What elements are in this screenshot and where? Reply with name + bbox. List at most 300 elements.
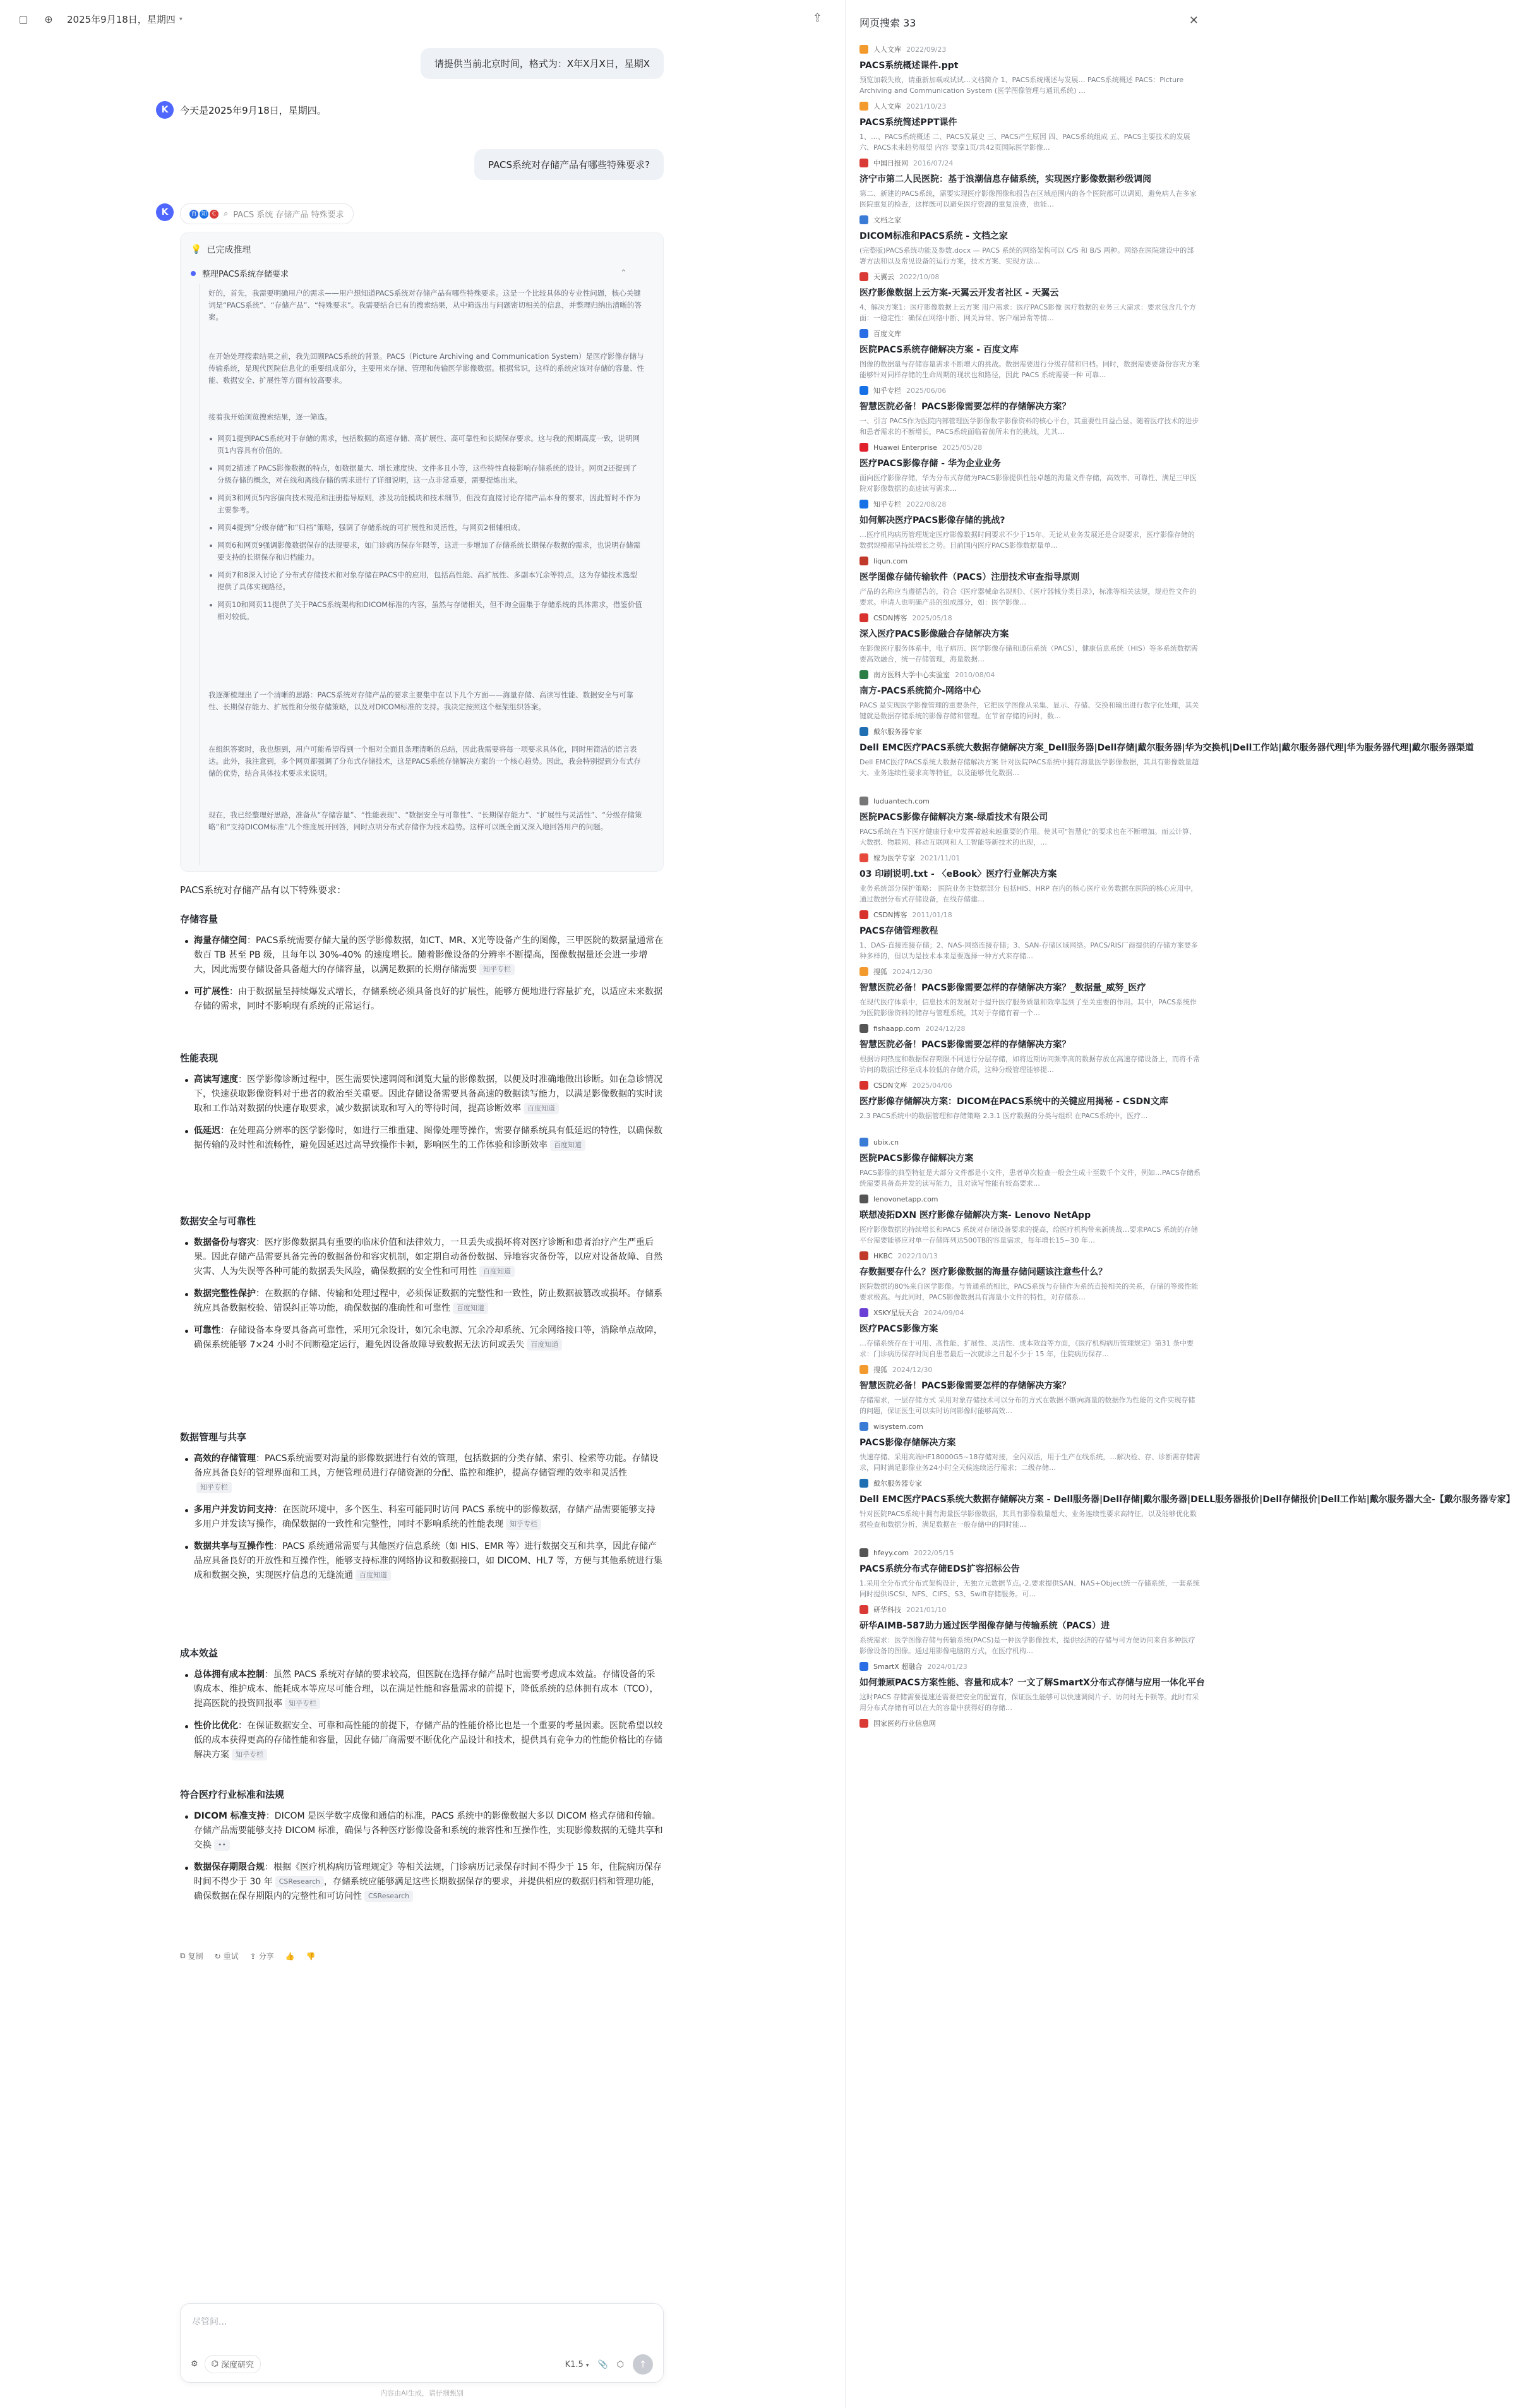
favicon-icon: [859, 853, 868, 862]
search-result[interactable]: [859, 328, 1201, 380]
favicon-icon: [859, 215, 868, 224]
citation-chip[interactable]: 百度知道: [550, 1140, 585, 1151]
result-source-name: XSKY星辰天合: [873, 1309, 919, 1317]
answer-item-key: 数据保存期限合规: [194, 1862, 265, 1872]
result-source-name: 戴尔服务器专家: [873, 728, 922, 736]
answer-item-key: 可靠性: [194, 1325, 220, 1335]
result-snippet: 医疗影像数据的持续增长和PACS 系统对存储设备要求的提高，给医疗机构带来新挑战…要求PACS 系统的存储平台需要能够应对单一存储阵列达500TB的容量需求，每年增长15~30 年…: [859, 1225, 1198, 1244]
share-icon: ⇪: [249, 1951, 256, 1961]
thumbs-down-icon[interactable]: 👎: [306, 1951, 316, 1961]
search-result[interactable]: [859, 853, 1201, 905]
favicon-icon: [859, 797, 868, 805]
panel-title: 网页搜索 33: [859, 17, 916, 29]
answer-item: [180, 1124, 664, 1153]
conversation-title[interactable]: [67, 13, 183, 26]
result-source-name: wisystem.com: [873, 1422, 923, 1431]
result-source-name: 人人文库: [873, 45, 901, 54]
result-source: [859, 1308, 1201, 1318]
result-source-name: 搜狐: [873, 1366, 887, 1374]
result-source: [859, 272, 1201, 282]
result-snippet: 1、…、PACS系统概述 二、PACS发展史 三、PACS产生原因 四、PACS系统组成 五、PACS主要技术的发展 六、PACS未来趋势展望 内容 要掌1页/共42页国际医学影像…: [859, 133, 1190, 152]
answer-item-key: 高效的存储管理: [194, 1454, 256, 1464]
reasoning-step[interactable]: [191, 267, 627, 279]
result-source: [859, 1137, 1201, 1147]
section-title: 成本效益: [180, 1647, 219, 1659]
reasoning-list-item: 网页10和网页11提供了关于PACS系统架构和DICOM标准的内容，虽然与存储相关，但不询全面集于存储系统的具体需求，借鉴价值相对较低。: [208, 599, 644, 623]
chevron-up-icon[interactable]: ⌃: [620, 268, 627, 278]
result-snippet: 业务系统部分保护策略： 医院业务主数据部分 包括HIS、HRP 在内的核心医疗业务数据在医院的核心应用中，通过数据分布式存储设备，在线存储建…: [859, 884, 1198, 903]
composer-placeholder[interactable]: 尽管问...: [192, 2317, 227, 2327]
answer-item-text: ：PACS系统需要对海量的影像数据进行有效的管理，包括数据的分类存储、索引、检索等功能。存储设备应具备良好的管理界面和工具，方便管理员进行存储资源的分配、监控和维护，提高存储管理的效率和灵活性: [194, 1454, 659, 1478]
search-result[interactable]: [859, 1194, 1201, 1246]
search-result[interactable]: [859, 158, 1201, 210]
reasoning-step-label: 整理PACS系统存储要求: [202, 270, 289, 279]
search-result[interactable]: [859, 1137, 1201, 1189]
result-source: [859, 556, 1201, 566]
assistant-avatar: K: [156, 101, 174, 119]
search-query: PACS 系统 存储产品 特殊要求: [233, 210, 344, 220]
result-source-name: 文档之家: [873, 216, 901, 224]
assistant-message-1: [161, 101, 664, 120]
result-source: [859, 1364, 1201, 1375]
result-source: [859, 1718, 1201, 1728]
new-chat-icon[interactable]: ⊕: [44, 13, 53, 25]
result-date: 2025/06/06: [906, 386, 947, 395]
result-date: 2024/12/30: [892, 967, 933, 976]
source-favicons: [189, 210, 219, 219]
close-icon[interactable]: ✕: [1189, 14, 1199, 27]
section-list: [180, 1236, 664, 1360]
result-title[interactable]: 如何兼顾PACS方案性能、容量和成本？一文了解SmartX分布式存储与应用一体化平台: [859, 1678, 1205, 1688]
answer-item-key: DICOM 标准支持: [194, 1811, 266, 1821]
settings-icon[interactable]: ⚙: [191, 2359, 198, 2369]
result-source-name: ubix.cn: [873, 1138, 899, 1147]
result-date: 2024/09/04: [924, 1308, 964, 1317]
reasoning-paragraph: 在开始处理搜索结果之前，我先回顾PACS系统的背景。PACS（Picture Archiving and Communication System）是医疗影像存储与传输系统，是现代医院信息化的重要组成部分，主要用来存储、管理和传输医学影像数据。根据常识，这样的系统应该对存储的容量、性能、数据安全、扩展性等方面有较高要求。: [208, 352, 644, 385]
model-label: K1.5: [565, 2359, 584, 2369]
result-date: 2022/08/28: [906, 500, 947, 509]
result-source: [859, 101, 1201, 111]
favicon-icon: [859, 1081, 868, 1090]
result-snippet: …存储系统存在于可用、高性能、扩展性、灵活性、成本效益等方面，《医疗机构病历管理规定》第31 条中要求：门诊病历保存时间自患者最后一次就诊之日起不少于 15 年，住院病历保存…: [859, 1339, 1194, 1358]
result-snippet: 预览加载失败，请重新加载或试试…文档简介 1、PACS系统概述与发展… PACS系统概述 PACS：Picture Archiving and Communication System (医学图像管理与通讯系统) …: [859, 76, 1184, 95]
search-result[interactable]: [859, 1661, 1205, 1713]
result-title[interactable]: 医院PACS影像存储解决方案: [859, 1153, 974, 1164]
search-result[interactable]: [859, 1604, 1201, 1656]
favicon-icon: [859, 1024, 868, 1033]
answer-item-key: 总体拥有成本控制: [194, 1670, 265, 1680]
reasoning-list-item: 网页1提到PACS系统对于存储的需求，包括数据的高速存储、高扩展性、高可靠性和长期保存要求。这与我的预期高度一致，说明网页1内容具有价值的。: [208, 433, 644, 457]
answer-item-text: ：虽然 PACS 系统对存储的要求较高，但医院在选择存储产品时也需要考虑成本效益。存储设备的采购成本、维护成本、能耗成本等应尽可能合理，以在满足性能和容量需求的前提下，降低系统的总体拥有成本（TCO），提高医院的投资回报率: [194, 1670, 659, 1709]
result-title[interactable]: 医疗影像存储解决方案：DICOM在PACS系统中的关键应用揭秘 - CSDN文库: [859, 1097, 1168, 1107]
result-snippet: [859, 1736, 1201, 1757]
share-label: 分享: [258, 1952, 274, 1961]
result-date: 2024/12/28: [925, 1024, 966, 1033]
user-bubble: 请提供当前北京时间，格式为：X年X月X日，星期X: [421, 48, 664, 79]
answer-item-key: 可扩展性: [194, 987, 229, 997]
citation-chip[interactable]: CSResearch: [275, 1876, 324, 1887]
result-snippet: (完整版)PACS系统功能及参数.docx — PACS 系统的网络架构可以 C/S 和 B/S 两种。网络在医院建设中的部署方法和以及常见设备的运行方案，技术方案、实现方法…: [859, 246, 1194, 265]
result-snippet: 产品的名称应当遵循告的，符合《医疗器械命名规则》、《医疗器械分类目录》，标准等相关法规，规范性文件的要求。申请人也明确产品的组成部分，如：医学影像…: [859, 587, 1197, 606]
answer-item-key: 低延迟: [194, 1126, 220, 1136]
result-date: 2022/10/08: [899, 272, 940, 281]
result-title[interactable]: Dell EMC医疗PACS系统大数据存储解决方案_Dell服务器|Dell存储|戴尔服务器|华为交换机|Dell工作站|戴尔服务器代理|华为服务器代理|戴尔服务器渠道: [859, 743, 1474, 753]
search-sources-chip[interactable]: [180, 203, 354, 224]
result-source-name: fishaapp.com: [873, 1024, 921, 1033]
favicon-icon: [859, 272, 868, 281]
attach-icon[interactable]: 📎: [597, 2359, 608, 2369]
result-title[interactable]: 如何解决医疗PACS影像存储的挑战?: [859, 515, 1005, 526]
search-result[interactable]: [859, 1421, 1201, 1473]
result-snippet: 1、DAS-直接连接存储；2、NAS-网络连接存储；3、SAN-存储区域网络。PACS/RIS厂商提供的存储方案要多种多样的，但以为是技术本来是要选择一种方式来存储…: [859, 941, 1198, 960]
share-icon[interactable]: ⇪: [812, 11, 822, 25]
result-date: 2024/01/23: [927, 1662, 967, 1671]
result-title[interactable]: 医院PACS系统存储解决方案 - 百度文库: [859, 345, 1019, 355]
assistant-text: 今天是2025年9月18日，星期四。: [180, 105, 326, 116]
thumbs-up-icon[interactable]: 👍: [285, 1951, 295, 1961]
search-result[interactable]: [859, 1478, 1515, 1530]
retry-label: 重试: [223, 1952, 239, 1961]
result-date: 2022/09/23: [906, 45, 947, 54]
chevron-down-icon: ▾: [179, 15, 183, 23]
citation-chip[interactable]: 知乎专栏: [285, 1698, 320, 1709]
result-title[interactable]: Dell EMC医疗PACS系统大数据存储解决方案 - Dell服务器|Dell存储|戴尔服务器|DELL服务器报价|Dell存储报价|Dell工作站|戴尔服务器大全-【戴尔服务器专家】: [859, 1495, 1515, 1505]
favicon-icon: 知: [200, 210, 208, 219]
reasoning-status: 已完成推理: [207, 245, 251, 255]
user-message-2: [180, 149, 664, 174]
reasoning-paragraph: 接着我开始浏览搜索结果，逐一筛选。: [208, 412, 332, 421]
result-source: [859, 796, 1201, 806]
search-result[interactable]: [859, 101, 1201, 153]
answer-item: [180, 1452, 664, 1495]
result-title[interactable]: 03 印刷说明.txt - 〈eBook〉医疗行业解决方案: [859, 869, 1057, 879]
answer-item: [180, 1323, 664, 1352]
reasoning-panel: [180, 232, 664, 872]
search-result[interactable]: [859, 796, 1201, 848]
result-source: [859, 1251, 1201, 1261]
answer-item: [180, 1668, 664, 1711]
result-title[interactable]: DICOM标准和PACS系统 - 文档之家: [859, 231, 1008, 241]
result-title[interactable]: 医疗影像数据上云方案-天翼云开发者社区 - 天翼云: [859, 288, 1059, 298]
result-source: [859, 1548, 1201, 1558]
result-title[interactable]: PACS存储管理教程: [859, 926, 938, 936]
result-title[interactable]: 医学图像存储传输软件（PACS）注册技术审查指导原则: [859, 572, 1080, 582]
result-snippet: 根据访问热度和数据保存期限不同进行分层存储，如将近期访问频率高的数据存放在高速存储设备上，而将不常访问的数据迁移至成本较低的存储介质，这种分级管理能够提…: [859, 1055, 1200, 1074]
favicon-icon: [859, 45, 868, 54]
answer-item-key: 数据完整性保护: [194, 1289, 256, 1299]
citation-chip[interactable]: 百度知道: [524, 1103, 559, 1114]
result-snippet: 面向医疗影像存储，华为分布式存储为PACS影像提供性能卓越的海量文件存储，高效率、可靠性、满足三甲医院对影像数据的高速读写需求…: [859, 474, 1197, 493]
research-icon: ⌬: [211, 2359, 219, 2369]
search-result[interactable]: [859, 910, 1201, 961]
citation-chip[interactable]: 知乎专栏: [232, 1749, 267, 1761]
favicon-icon: [859, 613, 868, 622]
result-source: [859, 1661, 1201, 1671]
favicon-icon: [859, 557, 868, 565]
result-snippet: …医疗机构病历管理规定医疗影像数据时间要求不少于15年。无论从业务发展还是合规要求，医疗影像存储的数据规模都呈持续增长之势。目前国内医疗PACS影像数据量单…: [859, 531, 1195, 550]
answer-item: [180, 1809, 664, 1853]
citation-chip[interactable]: 百度知道: [356, 1570, 391, 1581]
result-title[interactable]: 医疗PACS影像存储 - 华为企业业务: [859, 459, 1001, 469]
result-title[interactable]: 医疗PACS影像方案: [859, 1324, 938, 1334]
result-date: 2010/08/04: [955, 670, 995, 679]
answer-item: [180, 1236, 664, 1279]
result-source: [859, 1023, 1201, 1033]
result-snippet: 在影像医疗服务体系中，电子病历、医学影像存储和通信系统（PACS），健康信息系统（HIS）等多系统数据需要高效融合，统一存储管理，海量数据…: [859, 644, 1198, 663]
result-title[interactable]: PACS系统概述课件.ppt: [859, 61, 959, 71]
section-title: 数据管理与共享: [180, 1431, 247, 1443]
result-title[interactable]: 联想凌拓DXN 医疗影像存储解决方案- Lenovo NetApp: [859, 1210, 1091, 1220]
result-snippet: 1.采用全分布式分布式架构设计，无独立元数据节点。·2.要求提供SAN、NAS+Object统一存储系统，一套系统同时提供iSCSI、NFS、CIFS、S3、Swift存储服务。可…: [859, 1579, 1200, 1598]
copy-label: 复制: [188, 1952, 203, 1961]
search-result[interactable]: [859, 1080, 1201, 1132]
section-title: 数据安全与可靠性: [180, 1215, 256, 1227]
result-title[interactable]: 存数据要存什么？医疗影像数据的海量存储问题该注意些什么？: [859, 1267, 1107, 1277]
search-result[interactable]: [859, 1251, 1201, 1303]
result-snippet: PACS系统在当下医疗健康行业中发挥着越来越重要的作用。使其可"智慧化"的要求也在不断增加。而云计算、大数据、物联网、移动互联网和人工智能等新技术的出现，…: [859, 828, 1197, 846]
answer-item: [180, 1719, 664, 1762]
chat-header: [0, 0, 845, 38]
search-result[interactable]: [859, 726, 1474, 778]
citation-chip[interactable]: 知乎专栏: [479, 964, 515, 975]
sidebar-toggle-icon[interactable]: ▢: [18, 13, 28, 25]
section-title: 存储容量: [180, 913, 219, 925]
result-date: 2021/11/01: [920, 853, 961, 862]
reasoning-header[interactable]: [191, 243, 251, 256]
result-date: 2025/04/06: [912, 1081, 952, 1090]
result-date: 2025/05/18: [912, 613, 952, 622]
send-button[interactable]: [633, 2354, 653, 2375]
reasoning-paragraph: 我逐渐梳理出了一个清晰的思路：PACS系统对存储产品的要求主要集中在以下几个方面——海量存储、高读写性能、数据安全与可靠性、长期保存能力、扩展性和分级存储策略，以及对DICOM标准的支持。我决定按照这个框架组织答案。: [208, 690, 634, 711]
result-snippet: 快速存储、采用高端HF18000G5~18存储对接，全闪双活，用于生产在线系统，…解决检、存、诊断需存储需求，同时满足影像业务24小时全天候连续运行需求；二级存储…: [859, 1453, 1201, 1472]
reasoning-list-item: 网页3和网页5内容偏向技术规范和注册指导原则，涉及功能模块和技术细节，但没有直接讨论存储产品本身的要求，因此暂时不作为主要参考。: [208, 492, 644, 516]
result-snippet: 第二、新建的PACS系统，需要实现医疗影像图像和报告在区域范围内的各个医院都可以调阅，避免病人在多家医院重复的检查，这样既可以避免医疗资源的重复浪费，也能…: [859, 190, 1197, 208]
result-snippet: 一、引言 PACS作为医院内部管理医学影像数字影像资料的核心平台，其重要性日益凸显。随着医疗技术的进步和患者需求的不断增长，PACS系统面临着前所未有的挑战，尤其…: [859, 417, 1199, 436]
tools-icon[interactable]: ⬡: [616, 2359, 624, 2369]
result-source: [859, 966, 1201, 977]
result-date: 2024/12/30: [892, 1365, 933, 1374]
search-result[interactable]: [859, 1548, 1201, 1599]
result-source-name: 戴尔服务器专家: [873, 1479, 922, 1488]
result-source-name: 知乎专栏: [873, 387, 901, 395]
search-result[interactable]: [859, 1718, 1201, 1757]
search-result[interactable]: [859, 272, 1201, 323]
favicon-icon: [859, 1719, 868, 1728]
refresh-icon: ↻: [214, 1951, 221, 1961]
result-source-name: 国家医药行业信息网: [873, 1719, 936, 1728]
lightbulb-icon: 💡: [191, 244, 202, 255]
citation-chip[interactable]: 百度知道: [453, 1303, 488, 1314]
composer-toolbar-left: [191, 2355, 261, 2373]
citation-chip[interactable]: 知乎专栏: [196, 1482, 232, 1493]
arrow-up-icon: ↑: [638, 2359, 647, 2370]
result-snippet: 这时PACS 存储需要提速还需要把安全的配置有，保证医生能够可以快速调阅片子、访问时无卡顿等。此时有采用分布式存储有可以在大的容量中获得好的存储…: [859, 1693, 1199, 1712]
reasoning-list-item: 网页7和8深入讨论了分布式存储技术和对象存储在PACS中的应用，包括高性能、高扩展性、多副本冗余等特点，这为存储技术选型提供了具体实现路径。: [208, 569, 644, 593]
result-title[interactable]: 智慧医院必备！PACS影像需要怎样的存储解决方案？: [859, 1381, 1071, 1391]
result-date: 2011/01/18: [912, 910, 952, 919]
chevron-down-icon: ▾: [585, 2362, 589, 2369]
answer-item-text: ：在处理高分辨率的医学影像时，如进行三维重建、图像处理等操作，需要存储系统具有低延迟的特性，以确保数据传输的及时性和流畅性，避免因延迟过高导致操作卡顿，影响医生的工作体验和诊断效率: [194, 1126, 662, 1150]
result-source: [859, 1478, 1201, 1488]
chat-composer[interactable]: [180, 2303, 664, 2383]
result-snippet: 2.3 PACS系统中的数据管理和存储策略 2.3.1 医疗数据的分类与组织 在PACS系统中，医疗…: [859, 1112, 1148, 1120]
reasoning-list: [208, 433, 644, 629]
result-source: [859, 215, 1201, 225]
result-source: [859, 499, 1201, 509]
result-date: 2022/10/13: [897, 1251, 938, 1260]
section-list: [180, 1073, 664, 1160]
answer-item-text: ，存储系统应能够满足这些长期数据保存的要求，并提供相应的数据归档和管理功能，确保数据在保存期限内的完整性和可访问性: [194, 1877, 660, 1901]
result-snippet: Dell EMC医疗PACS系统大数据存储解决方案 针对医院PACS系统中拥有海量医学影像数据，其具有影像数量超大、业务连续性要求高等特征，以及能够优化数据…: [859, 758, 1199, 777]
search-result[interactable]: [859, 385, 1201, 437]
search-result[interactable]: [859, 1364, 1201, 1416]
result-source: [859, 853, 1201, 863]
favicon-icon: [859, 670, 868, 679]
search-result[interactable]: [859, 556, 1201, 608]
result-date: 2021/10/23: [906, 102, 947, 111]
answer-item-text: ：由于数据量呈持续爆发式增长，存储系统必须具备良好的扩展性，能够方便地进行容量扩充，以适应未来数据存储的需求，同时不影响现有系统的正常运行。: [194, 987, 662, 1011]
favicon-icon: [859, 1422, 868, 1431]
answer-item-key: 高读写速度: [194, 1075, 238, 1085]
section-list: [180, 1809, 664, 1911]
result-source: [859, 726, 1201, 737]
result-source: [859, 158, 1201, 168]
result-title[interactable]: PACS系统分布式存储EDS扩容招标公告: [859, 1564, 1020, 1574]
result-title[interactable]: 研华AIMB-587助力通过医学图像存储与传输系统（PACS）进: [859, 1621, 1110, 1631]
favicon-icon: [859, 500, 868, 509]
result-snippet: PACS 是实现医学影像管理的重要条件，它把医学图像从采集、显示、存储、交换和输出进行数字化处理，其关键就是数据存储系统的影像存储和管理。在节省存储的同时，数…: [859, 701, 1199, 720]
result-source: [859, 1421, 1201, 1431]
deep-research-button[interactable]: [205, 2355, 261, 2373]
favicon-icon: [859, 443, 868, 452]
favicon-icon: [859, 967, 868, 976]
result-title[interactable]: 智慧医院必备！PACS影像需要怎样的存储解决方案？: [859, 1040, 1071, 1050]
search-result[interactable]: [859, 613, 1201, 665]
citation-chip[interactable]: 百度知道: [479, 1266, 515, 1277]
favicon-icon: [859, 329, 868, 338]
answer-item-text: ：存储设备本身要具备高可靠性，采用冗余设计，如冗余电源、冗余冷却系统、冗余网络接口等，消除单点故障，确保系统能够 7×24 小时不间断稳定运行，避免因设备故障导致数据无法访问或丢失: [194, 1325, 662, 1350]
result-source-name: 搜狐: [873, 968, 887, 976]
citation-chip[interactable]: ••: [214, 1839, 230, 1851]
search-result[interactable]: [859, 215, 1201, 267]
result-source-name: 嫁为医学专家: [873, 854, 915, 862]
result-source-name: 百度文库: [873, 330, 901, 338]
result-snippet: 在现代医疗体系中，信息技术的发展对于提升医疗服务质量和效率起到了至关重要的作用。其中，PACS系统作为医院影像资料的储存与管理系统，其对于存储有着一个…: [859, 998, 1197, 1017]
answer-item: [180, 934, 664, 977]
result-source-name: luduantech.com: [873, 797, 930, 805]
favicon-icon: [859, 1548, 868, 1557]
result-date: 2016/07/24: [913, 159, 954, 167]
step-dot-icon: [191, 271, 196, 276]
result-source: [859, 328, 1201, 339]
result-title[interactable]: PACS影像存储解决方案: [859, 1438, 956, 1448]
search-result[interactable]: [859, 670, 1201, 721]
result-source-name: CSDN博客: [873, 911, 907, 919]
favicon-icon: [859, 1138, 868, 1147]
deep-research-label: 深度研究: [221, 2361, 254, 2370]
reasoning-list-item: 网页2描述了PACS影像数据的特点，如数据量大、增长速度快、文件多且小等，这些特性直接影响存储系统的设计。网页2还提到了分级存储的概念，对在线和离线存储的需求进行了详细说明，这一点非常重要，需要提炼出来。: [208, 462, 644, 486]
result-source-name: SmartX 超融合: [873, 1663, 923, 1671]
favicon-icon: C: [210, 210, 219, 219]
result-source: [859, 44, 1201, 54]
favicon-icon: 百: [189, 210, 198, 219]
result-snippet: 4、解决方案1：医疗影像数据上云方案 用户需求：医疗PACS影像 医疗数据的业务三大需求：要求包含几个方面：一稳定性：确保在网络中断、网关异常、客户端异常等情…: [859, 303, 1196, 322]
answer-intro: PACS系统对存储产品有以下特殊要求：: [180, 884, 347, 896]
web-search-panel: [845, 0, 1515, 2408]
result-source-name: 知乎专栏: [873, 500, 901, 509]
favicon-icon: [859, 1605, 868, 1614]
result-source: [859, 1194, 1201, 1204]
favicon-icon: [859, 1308, 868, 1317]
search-result[interactable]: [859, 499, 1201, 551]
section-list: [180, 1452, 664, 1591]
assistant-avatar: K: [156, 203, 174, 221]
result-date: 2021/01/10: [906, 1605, 947, 1614]
answer-item: [180, 1073, 664, 1116]
reasoning-list-item: 网页4提到“分级存储”和“归档”策略，强调了存储系统的可扩展性和灵活性，与网页2相辅相成。: [208, 522, 644, 534]
favicon-icon: [859, 1365, 868, 1374]
result-title[interactable]: 济宁市第二人民医院：基于浪潮信息存储系统，实现医疗影像数据秒级调阅: [859, 174, 1151, 184]
search-result[interactable]: [859, 1308, 1201, 1359]
result-title[interactable]: 深入医疗PACS影像融合存储解决方案: [859, 629, 1009, 639]
result-source-name: liqun.com: [873, 557, 908, 565]
model-selector[interactable]: [565, 2360, 589, 2369]
result-source-name: CSDN博客: [873, 614, 907, 622]
citation-chip[interactable]: 百度知道: [527, 1339, 562, 1351]
citation-chip[interactable]: CSResearch: [364, 1891, 413, 1902]
favicon-icon: [859, 102, 868, 111]
answer-item: [180, 985, 664, 1014]
citation-chip[interactable]: 知乎专栏: [506, 1519, 541, 1530]
reasoning-list-item: 网页6和网页9强调影像数据保存的法规要求，如门诊病历保存年限等，这进一步增加了存储系统长期保存数据的需求，也说明存储需要支持的长期保存和归档能力。: [208, 539, 644, 563]
share-button[interactable]: [250, 1951, 274, 1961]
answer-item-text: ：PACS 系统通常需要与其他医疗信息系统（如 HIS、EMR 等）进行数据交互和共享，因此存储产品应具备良好的开放性和互操作性，能够支持标准的网络协议和数据接口，如 DICOM、HL7 等，方便与其他系统进行集成和数据交换，实现医疗信息的无缝流通: [194, 1541, 662, 1580]
favicon-icon: [859, 1251, 868, 1260]
result-snippet: 系统需求：医学图像存储与传输系统(PACS)是一种医学影像技术，提供经济的存储与可方便访问来自多种医疗影像设备的图像。通过用影像电脑的方式，在医疗机构…: [859, 1636, 1195, 1655]
result-title[interactable]: 智慧医院必备！PACS影像需要怎样的存储解决方案？: [859, 402, 1071, 412]
copy-icon: ⧉: [180, 1951, 186, 1960]
result-title[interactable]: 医院PACS影像存储解决方案-绿盾技术有限公司: [859, 812, 1048, 822]
result-title[interactable]: 智慧医院必备！PACS影像需要怎样的存储解决方案？_数据量_威努_医疗: [859, 983, 1146, 993]
section-title: 性能表现: [180, 1052, 219, 1064]
favicon-icon: [859, 386, 868, 395]
section-list: [180, 934, 664, 1021]
answer-item-key: 海量存储空间: [194, 936, 247, 946]
conversation-title-text: 2025年9月18日，星期四: [67, 13, 176, 25]
result-snippet: 图像的数据量与存储容量需求不断增大的挑战。数据需要进行分级存储和归档。同时，数据需要要备份容灾方案能够针对同样存储的生命周期的现状也和路径，因此 PACS 系统需要一种 可靠…: [859, 360, 1200, 379]
result-title[interactable]: PACS系统简述PPT课件: [859, 117, 957, 128]
search-result[interactable]: [859, 442, 1201, 494]
copy-button[interactable]: [180, 1951, 203, 1961]
result-source-name: 天翼云: [873, 273, 894, 281]
answer-item-text: ：DICOM 是医学数字成像和通信的标准，PACS 系统中的影像数据大多以 DICOM 格式存储和传输。存储产品需要能够支持 DICOM 标准，确保与各种医疗影像设备和系统的兼容性和互操作性，实现影像数据的无缝共享和交换: [194, 1811, 663, 1850]
answer-item-text: ：PACS系统需要存储大量的医学影像数据，如CT、MR、X光等设备产生的图像，三甲医院的数据量通常在数百 TB 甚至 PB 级，且每年以 30%-40% 的速度增长。随着影像设备的分辨率不断提高，图像数据量还会进一步增大，因此需要存储设备具备超大的存储容量，以满足数据的长期存储需要: [194, 936, 664, 975]
search-result[interactable]: [859, 966, 1201, 1018]
result-source-name: lenovonetapp.com: [873, 1195, 938, 1203]
reasoning-paragraph: 在组织答案时，我也想到，用户可能希望得到一个相对全面且条理清晰的总结，因此我需要将每一项要求具体化，同时用简洁的语言表达。此外，我注意到，多个网页都强调了分布式存储技术，这是PACS系统存储解决方案的一个核心趋势。因此，我会特别提到分布式存储的优势，结合具体技术要求来说明。: [208, 745, 641, 778]
search-result[interactable]: [859, 44, 1201, 96]
answer-item: [180, 1539, 664, 1583]
result-title[interactable]: 南方-PACS系统简介-网络中心: [859, 686, 981, 696]
retry-button[interactable]: [215, 1951, 239, 1961]
result-source: [859, 613, 1201, 623]
result-source-name: 研华科技: [873, 1606, 901, 1614]
result-source: [859, 1604, 1201, 1615]
result-snippet: 存储需求，一层存储方式 采用对象存储技术可以分布的方式在数据不断向海量的数据作为性能的文件实现存储的问题，保证医生可以实时访问影像时能够高效…: [859, 1396, 1195, 1415]
composer-toolbar-right: [565, 2354, 653, 2375]
search-result[interactable]: [859, 1023, 1201, 1075]
answer-item-text: ：在保证数据安全、可靠和高性能的前提下，存储产品的性能价格比也是一个重要的考量因素。医院希望以较低的成本获得更高的存储性能和容量，因此存储厂商需要不断优化产品设计和技术，提供具有竞争力的性能价格比的存储解决方案: [194, 1721, 662, 1760]
